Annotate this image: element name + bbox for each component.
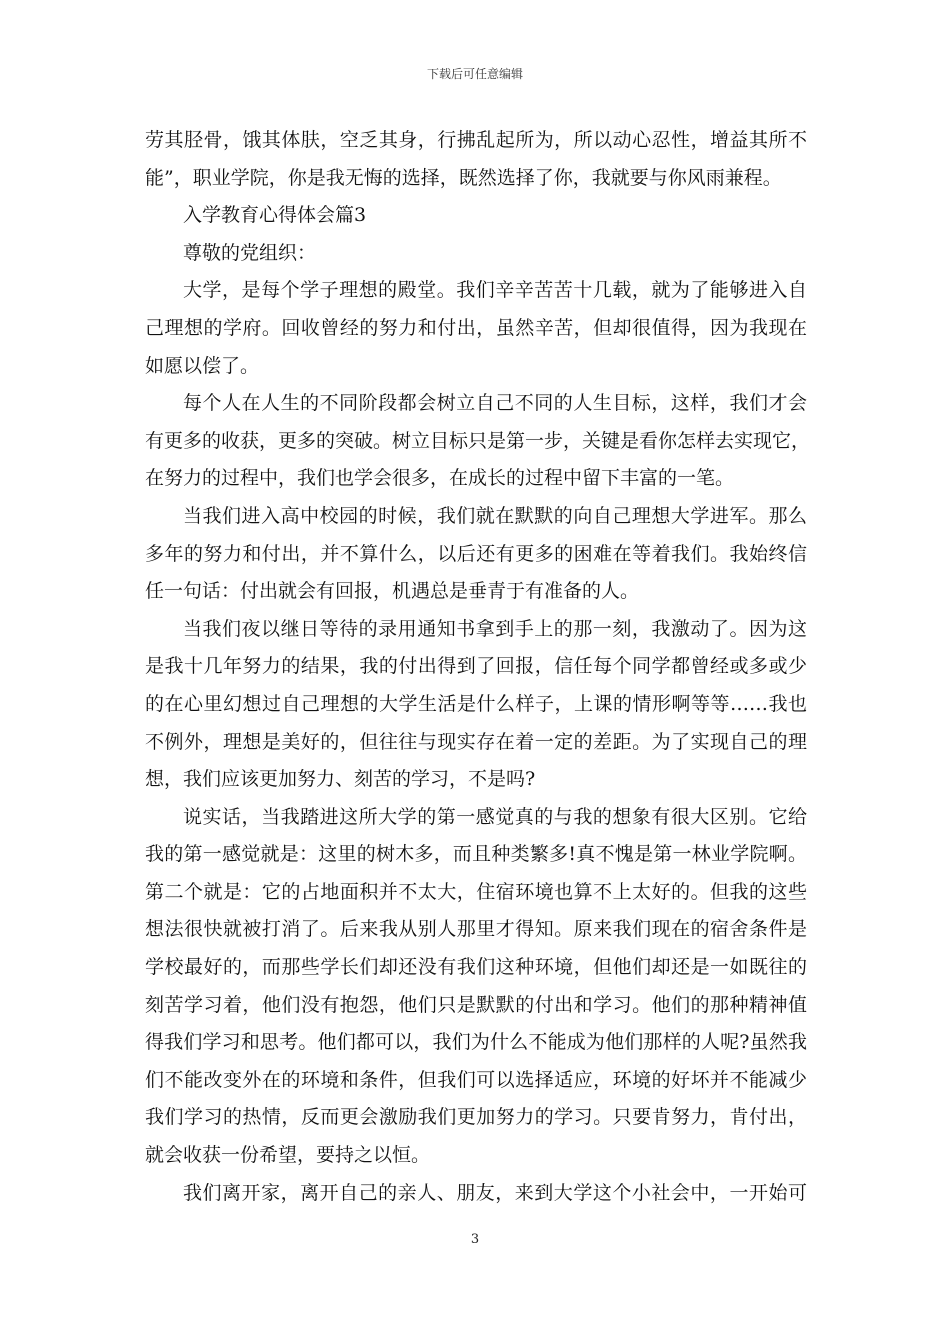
text-line: 每个人在人生的不同阶段都会树立自己不同的人生目标，这样，我们才会	[183, 392, 807, 415]
section-heading: 入学教育心得体会篇3	[183, 204, 367, 227]
text-line: 我们学习的热情，反而更会激励我们更加努力的学习。只要肯努力，肯付出，	[145, 1106, 807, 1129]
text-line: 不例外，理想是美好的，但往往与现实存在着一定的差距。为了实现自己的理	[145, 730, 807, 753]
text-line: 想，我们应该更加努力、刻苦的学习，不是吗?	[145, 768, 536, 791]
text-line: 得我们学习和思考。他们都可以，我们为什么不能成为他们那样的人呢?虽然我	[145, 1031, 807, 1054]
text-line: 能”，职业学院，你是我无悔的选择，既然选择了你，我就要与你风雨兼程。	[145, 166, 782, 189]
page-header: 下载后可任意编辑	[426, 67, 523, 81]
text-line: 在努力的过程中，我们也学会很多，在成长的过程中留下丰富的一笔。	[145, 467, 735, 490]
salutation: 尊敬的党组织：	[183, 241, 317, 264]
document-body	[145, 122, 811, 1212]
text-line: 的在心里幻想过自己理想的大学生活是什么样子，上课的情形啊等等……我也	[145, 692, 807, 715]
text-line: 就会收获一份希望，要持之以恒。	[145, 1144, 431, 1167]
text-line: 当我们进入高中校园的时候，我们就在默默的向自己理想大学进军。那么	[183, 504, 807, 527]
text-line: 第二个就是：它的占地面积并不太大，住宿环境也算不上太好的。但我的这些	[145, 880, 807, 903]
text-line: 劳其胫骨，饿其体肤，空乏其身，行拂乱起所为，所以动心忍性，增益其所不	[145, 129, 807, 151]
text-line: 当我们夜以继日等待的录用通知书拿到手上的那一刻，我激动了。因为这	[183, 617, 807, 640]
text-line: 任一句话：付出就会有回报，机遇总是垂青于有准备的人。	[145, 580, 640, 603]
text-line: 多年的努力和付出，并不算什么，以后还有更多的困难在等着我们。我始终信	[145, 542, 807, 565]
text-line: 大学，是每个学子理想的殿堂。我们辛辛苦苦十几载，就为了能够进入自	[183, 279, 807, 302]
text-line: 我的第一感觉就是：这里的树木多，而且种类繁多!真不愧是第一林业学院啊。	[145, 843, 807, 866]
text-line: 己理想的学府。回收曾经的努力和付出，虽然辛苦，但却很值得，因为我现在	[145, 316, 807, 339]
text-line: 我们离开家，离开自己的亲人、朋友，来到大学这个小社会中，一开始可	[183, 1181, 807, 1204]
text-line: 如愿以偿了。	[145, 354, 260, 377]
text-line: 刻苦学习着，他们没有抱怨，他们只是默默的付出和学习。他们的那种精神值	[145, 993, 807, 1016]
text-line: 学校最好的，而那些学长们却还没有我们这种环境，但他们却还是一如既往的	[145, 956, 807, 979]
text-line: 是我十几年努力的结果，我的付出得到了回报，信任每个同学都曾经或多或少	[145, 655, 807, 678]
page-number: 3	[470, 1232, 480, 1247]
text-line: 想法很快就被打消了。后来我从别人那里才得知。原来我们现在的宿舍条件是	[145, 918, 807, 941]
text-line: 说实话，当我踏进这所大学的第一感觉真的与我的想象有很大区别。它给	[183, 805, 807, 828]
text-line: 有更多的收获，更多的突破。树立目标只是第一步，关键是看你怎样去实现它，	[145, 429, 811, 452]
text-line: 们不能改变外在的环境和条件，但我们可以选择适应，环境的好坏并不能减少	[145, 1068, 807, 1091]
